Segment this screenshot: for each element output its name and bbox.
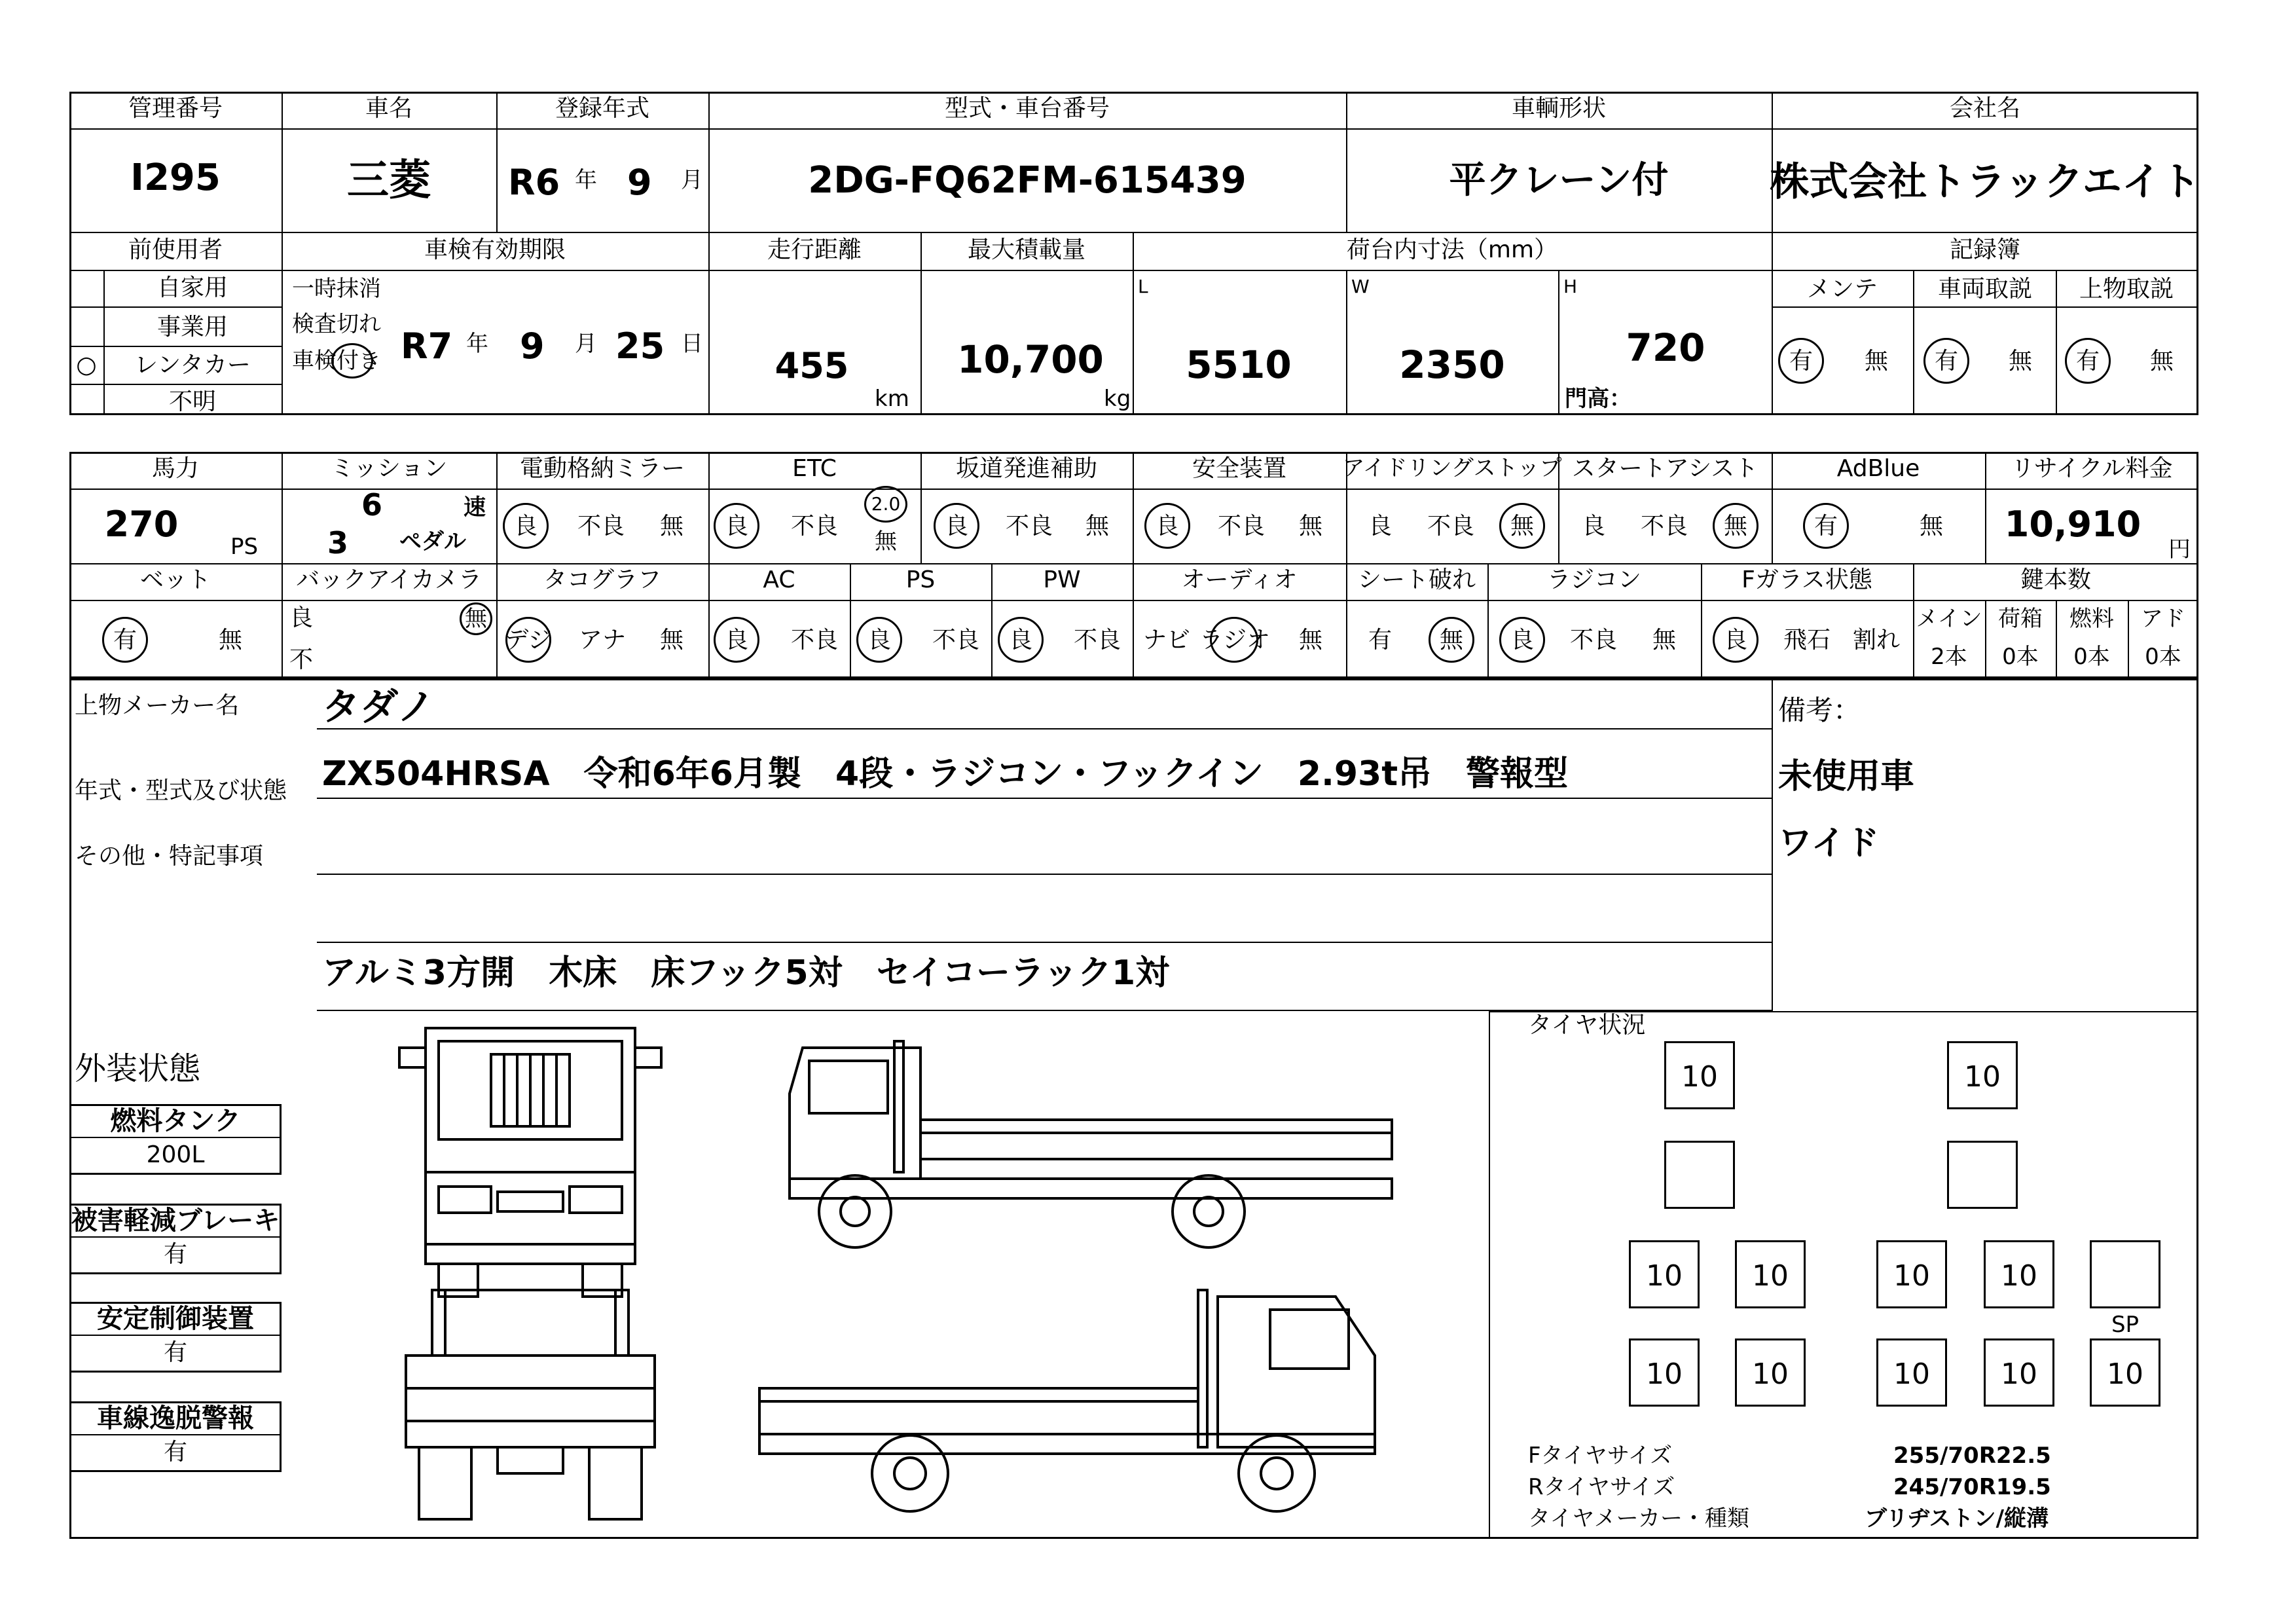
car-name: 三菱: [347, 157, 431, 205]
header-mgmt-number: 管理番号: [128, 95, 223, 122]
reg-month: 9: [627, 162, 652, 203]
body-spec-line: ZX504HRSA 令和6年6月製 4段・ラジコン・フックイン 2.93t吊 警報型: [322, 754, 1569, 794]
bed-length: 5510: [1186, 342, 1292, 387]
header-company: 会社名: [1949, 95, 2021, 122]
row-divider: [69, 232, 2198, 233]
max-load-value: 10,700: [957, 337, 1104, 382]
key-count-ad: 0本: [2145, 644, 2181, 670]
header-max-load: 最大積載量: [967, 236, 1086, 263]
truck-front-view: [399, 1015, 661, 1303]
truck-side-view-right: [753, 1283, 1381, 1519]
inspection-selected-circle: [331, 343, 373, 378]
inspection-month: 9: [520, 325, 545, 367]
truck-side-view-left: [783, 1035, 1398, 1257]
model-chassis-number: 2DG-FQ62FM-615439: [808, 159, 1247, 202]
remark-wide: ワイド: [1778, 824, 1880, 863]
row-divider: [69, 128, 2198, 130]
tire-rear-inner-left-1: 10: [1735, 1240, 1806, 1308]
body-maker: タダノ: [322, 684, 435, 729]
tire-blank-left: [1664, 1141, 1735, 1209]
inspection-year: R7: [401, 325, 453, 367]
key-count-cargo: 0本: [2002, 644, 2039, 670]
bed-width: 2350: [1399, 342, 1505, 387]
header-bed-dims: 荷台内寸法（mm）: [1346, 236, 1558, 263]
tire-rear-outer-right-2: 10: [1984, 1338, 2054, 1407]
key-count-fuel: 0本: [2073, 644, 2110, 670]
header-records: 記録簿: [1949, 236, 2021, 263]
prev-user-option: 事業用: [156, 314, 228, 341]
tire-rear-inner-right-1: 10: [1876, 1240, 1947, 1308]
tire-rear-outer-left-2: 10: [1629, 1338, 1700, 1407]
company-name: 株式会社トラックエイト: [1770, 159, 2200, 205]
pedal-count: 3: [327, 525, 349, 561]
header-model: 型式・車台番号: [944, 95, 1110, 122]
row-divider: [69, 270, 2198, 271]
tire-front-right: 10: [1947, 1041, 2018, 1109]
key-count-main: 2本: [1931, 644, 1967, 670]
tire-blank-spare-top: [2090, 1240, 2160, 1308]
tire-rear-outer-right-1: 10: [1984, 1240, 2054, 1308]
bed-height: 720: [1626, 325, 1705, 370]
prev-user-option: 自家用: [156, 274, 228, 301]
reg-year: R6: [508, 162, 560, 203]
tire-rear-inner-left-2: 10: [1735, 1338, 1806, 1407]
prev-user-option: 不明: [168, 388, 217, 415]
horsepower: 270: [104, 504, 179, 545]
mileage-value: 455: [774, 345, 849, 386]
body-shape: 平クレーン付: [1449, 159, 1669, 202]
gear-count: 6: [361, 487, 383, 523]
tire-spare: 10: [2090, 1338, 2160, 1407]
recycle-fee: 10,910: [2004, 504, 2141, 545]
tire-rear-inner-right-2: 10: [1876, 1338, 1947, 1407]
front-tire-size: 255/70R22.5: [1893, 1443, 2051, 1469]
mgmt-number: I295: [130, 157, 221, 199]
exterior-title: 外装状態: [75, 1050, 201, 1087]
header-mileage: 走行距離: [767, 236, 862, 263]
remark-unused: 未使用車: [1778, 757, 1915, 796]
body-feature-line: アルミ3方開 木床 床フック5対 セイコーラック1対: [322, 953, 1170, 993]
header-car-name: 車名: [365, 95, 413, 122]
fuel-tank-value: 200L: [146, 1141, 205, 1168]
tire-section-title: タイヤ状況: [1528, 1012, 1646, 1039]
truck-rear-view: [399, 1283, 661, 1532]
prev-user-option: レンタカー: [134, 352, 251, 378]
inspection-day: 25: [615, 325, 665, 367]
tire-front-left: 10: [1664, 1041, 1735, 1109]
prev-user-selected-mark: ○: [76, 352, 97, 378]
tire-rear-outer-left-1: 10: [1629, 1240, 1700, 1308]
rear-tire-size: 245/70R19.5: [1893, 1474, 2051, 1500]
header-reg-year: 登録年式: [555, 95, 650, 122]
header-body-shape: 車輌形状: [1511, 95, 1607, 122]
header-inspection: 車検有効期限: [424, 236, 566, 263]
tire-blank-right: [1947, 1141, 2018, 1209]
tire-maker: ブリヂストン/縦溝: [1865, 1505, 2049, 1532]
header-prev-user: 前使用者: [128, 236, 223, 263]
